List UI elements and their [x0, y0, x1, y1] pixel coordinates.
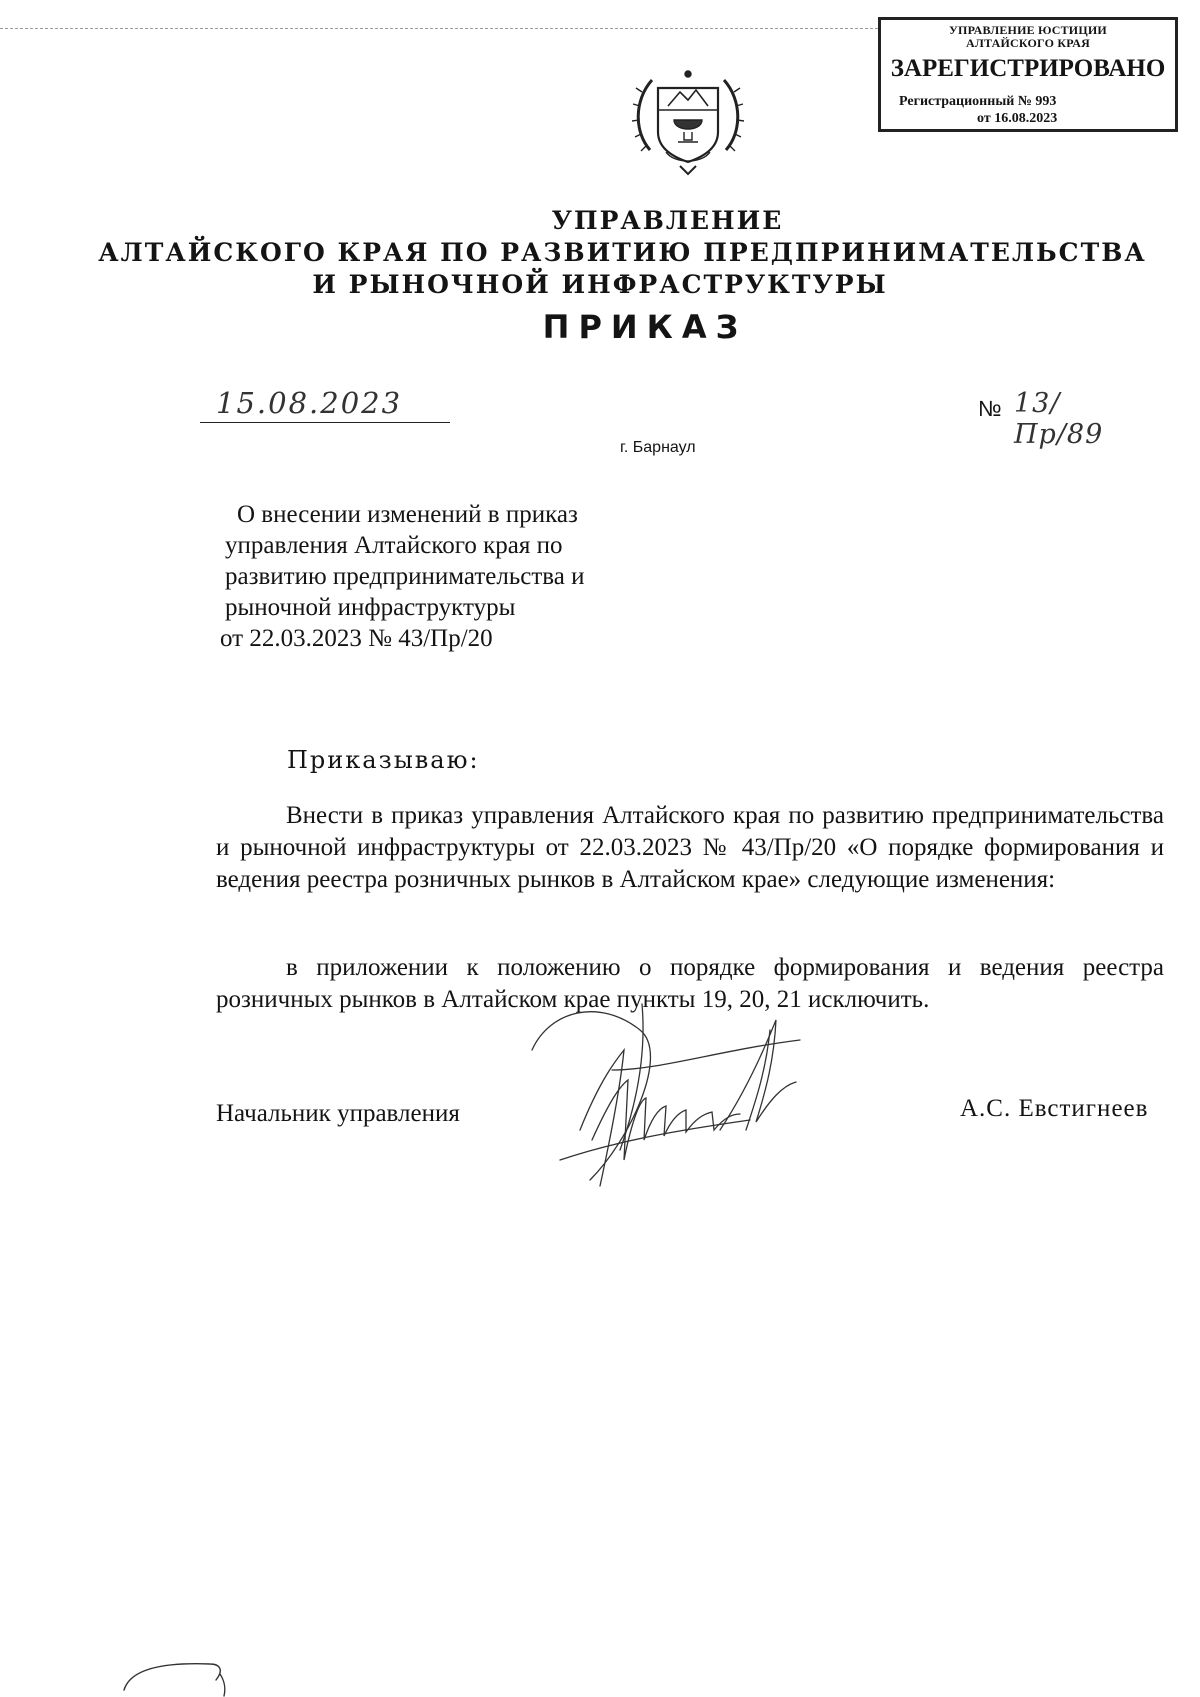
registration-stamp — [878, 17, 1178, 132]
handwritten-mark-icon — [120, 1630, 280, 1697]
issuing-authority — [0, 205, 1200, 301]
authority-line2: АЛТАЙСКОГО КРАЯ ПО РАЗВИТИЮ ПРЕДПРИНИМАТЕЛЬСТВА — [98, 238, 1147, 267]
stamp-org-line1: УПРАВЛЕНИЕ ЮСТИЦИИ — [949, 23, 1107, 37]
decree-word: Приказываю: — [287, 746, 480, 774]
order-number-handwritten: 13/Пр/89 — [1014, 388, 1104, 450]
stamp-organization — [881, 24, 1175, 50]
handwritten-signature-icon — [520, 990, 840, 1200]
stamp-org-line2: АЛТАЙСКОГО КРАЯ — [966, 36, 1090, 50]
order-date-field — [200, 386, 450, 423]
stamp-reg-number: Регистрационный № 993 — [899, 94, 1057, 109]
subject-line3: развитию предпринимательства и — [225, 563, 585, 590]
stamp-reg-date: от 16.08.2023 — [977, 111, 1058, 126]
subject-line1: О внесении изменений в приказ — [237, 501, 578, 528]
subject-line4: рыночной инфраструктуры — [225, 594, 516, 621]
altai-coat-of-arms-icon — [628, 62, 748, 182]
order-number-label: № — [978, 396, 1002, 421]
scan-edge-line — [0, 28, 878, 29]
authority-line1: УПРАВЛЕНИЕ — [551, 206, 784, 235]
body-paragraph-2: в приложении к положению о порядке формирования и ведения реестра розничных рынков в Алтайском крае пункты 19, 20, 21 исключить. — [216, 954, 1164, 1013]
body-paragraph-1: Внести в приказ управления Алтайского края по развитию предпринимательства и рыночной инфраструктуры от 22.03.2023 № 43/Пр/20 «О порядке формирования и ведения реестра розничных рынков в Алтайском крае» следующие изменения: — [216, 802, 1164, 893]
subject-line5: от 22.03.2023 № 43/Пр/20 — [220, 625, 493, 652]
stamp-title: ЗАРЕГИСТРИРОВАНО — [890, 55, 1166, 82]
authority-line3: И РЫНОЧНОЙ ИНФРАСТРУКТУРЫ — [312, 270, 888, 299]
signatory-position: Начальник управления — [216, 1100, 460, 1127]
issue-city: г. Барнаул — [620, 439, 696, 456]
document-type-title: ПРИКАЗ — [542, 308, 748, 346]
order-number-field — [1008, 388, 1148, 450]
order-subject — [220, 499, 585, 654]
subject-line2: управления Алтайского края по — [225, 532, 563, 559]
signatory-name: А.С. Евстигнеев — [960, 1095, 1149, 1122]
stamp-registration-info — [899, 93, 1057, 127]
order-date-handwritten: 15.08.2023 — [216, 386, 403, 420]
